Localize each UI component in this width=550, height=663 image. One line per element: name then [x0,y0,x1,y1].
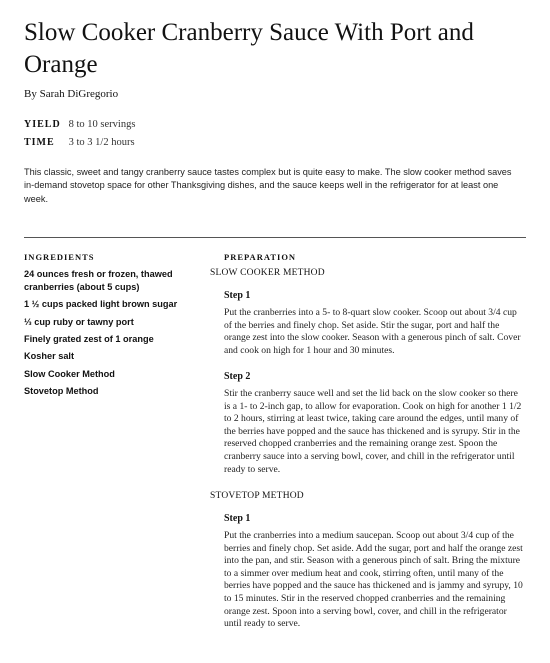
stovetop-step1-text: Put the cranberries into a medium saucepan. Scoop out about 3/4 cup of the berries and finely chop. Set aside. Add the sugar, port and half the orange zest into the pan, and stir. Season with a generous pinch of salt. Bring the mixture to a simmer over medium heat and cook, stirring often, until many of the berries have popped and the sauce has thickened and is jammy and syrupy, 10 to 15 minutes. Stir in the reserved chopped cranberries and the remaining orange zest. Spoon into a serving bowl, cover, and chill in the refrigerator until ready to serve. [224,530,523,630]
ingredients-list [24,268,204,403]
recipe-byline: By Sarah DiGregorio [24,88,119,100]
time-value: 3 to 3 1/2 hours [68,137,135,148]
stovetop-method-heading: STOVETOP METHOD [210,491,304,501]
ingredient-item: Kosher salt [24,351,75,362]
ingredient-item: Finely grated zest of 1 orange [24,333,154,344]
ingredient-item: 1 ½ cups packed light brown sugar [24,299,178,310]
time-row [24,137,135,148]
ingredients-heading: INGREDIENTS [24,252,95,262]
recipe-intro: This classic, sweet and tangy cranberry sauce tastes complex but is quite easy to make. The slow cooker method saves in-demand stovetop space for other Thanksgiving dishes, and the sauce keeps well in the refrigerator for at least one week. [24,167,512,204]
yield-row [24,119,135,130]
slow-cooker-method-heading: SLOW COOKER METHOD [210,268,325,278]
ingredient-item: 24 ounces fresh or frozen, thawed cranberries (about 5 cups) [24,269,173,292]
yield-value: 8 to 10 servings [68,119,136,130]
time-label: TIME [24,137,55,148]
yield-label: YIELD [24,119,61,130]
slow-cooker-step1-label: Step 1 [224,290,251,301]
slow-cooker-step2-text: Stir the cranberry sauce well and set the lid back on the slow cooker so there is a 1- to 2-inch gap, to allow for evaporation. Cook on high for another 1 1/2 to 2 hours, stirring at least twice, taking care around the edges, until many of the berries have popped and the sauce has thickened and is syrupy. Stir in the reserved chopped cranberries and the remaining orange zest. Spoon the cranberry sauce into a serving bowl, cover, and chill in the refrigerator until ready to serve. [224,388,522,475]
ingredient-link-stovetop[interactable]: Stovetop Method [24,386,99,397]
stovetop-step1-label: Step 1 [224,513,251,524]
ingredient-link-slow-cooker[interactable]: Slow Cooker Method [24,368,115,379]
slow-cooker-step1-text: Put the cranberries into a 5- to 8-quart slow cooker. Scoop out about 3/4 cup of the berries and finely chop. Set aside. Stir the sugar, port and half the orange zest into the slow cooker. Season with a generous pinch of salt. Cover and cook on high for 1 hour and 30 minutes. [224,307,521,356]
preparation-heading: PREPARATION [224,252,297,262]
ingredient-item: ⅓ cup ruby or tawny port [24,316,134,327]
recipe-title: Slow Cooker Cranberry Sauce With Port and Orange [24,19,474,78]
section-divider [24,237,526,238]
slow-cooker-step2-label: Step 2 [224,371,251,382]
